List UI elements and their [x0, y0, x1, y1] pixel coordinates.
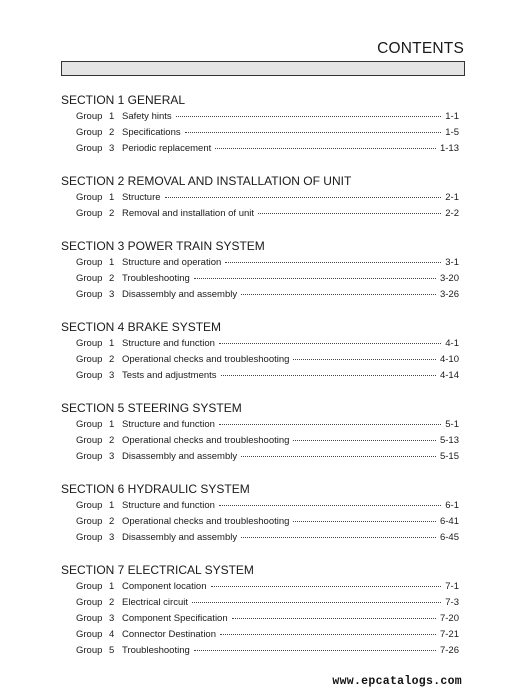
toc-entry[interactable]	[61, 206, 459, 222]
toc-section	[61, 320, 459, 384]
toc-entry[interactable]	[61, 449, 459, 465]
page-number: 2-1	[445, 192, 459, 203]
toc-entry[interactable]	[61, 190, 459, 206]
toc-entry[interactable]	[61, 579, 459, 595]
dot-leader	[219, 343, 441, 344]
toc-entry[interactable]	[61, 514, 459, 530]
group-title: Removal and installation of unit	[122, 208, 255, 219]
group-number: 4	[109, 629, 115, 640]
section-heading[interactable]: SECTION 1 GENERAL	[61, 93, 186, 107]
group-word: Group	[76, 500, 103, 511]
toc-entry[interactable]	[61, 271, 459, 287]
toc-entry[interactable]	[61, 336, 459, 352]
group-title: Specifications	[122, 127, 181, 138]
group-word: Group	[76, 289, 103, 300]
toc-entry[interactable]	[61, 643, 459, 659]
toc-section	[61, 174, 459, 222]
toc-entry[interactable]	[61, 498, 459, 514]
group-number: 2	[109, 435, 115, 446]
group-word: Group	[76, 257, 103, 268]
group-number: 3	[109, 451, 115, 462]
group-word: Group	[76, 645, 103, 656]
page-number: 1-13	[439, 143, 459, 154]
group-number: 2	[109, 208, 115, 219]
section-heading[interactable]: SECTION 3 POWER TRAIN SYSTEM	[61, 239, 265, 253]
dot-leader	[225, 262, 441, 263]
group-title: Safety hints	[122, 111, 172, 122]
group-title: Structure and function	[122, 500, 215, 511]
group-number: 1	[109, 419, 115, 430]
group-number: 2	[109, 127, 115, 138]
group-word: Group	[76, 273, 103, 284]
dot-leader	[215, 148, 436, 149]
dot-leader	[211, 586, 442, 587]
group-title: Troubleshooting	[122, 645, 190, 656]
group-title: Structure and operation	[122, 257, 222, 268]
group-word: Group	[76, 354, 103, 365]
dot-leader	[165, 197, 442, 198]
dot-leader	[258, 213, 441, 214]
group-title: Disassembly and assembly	[122, 289, 238, 300]
group-number: 3	[109, 370, 115, 381]
page-number: 7-21	[439, 629, 459, 640]
page-number: 7-20	[439, 613, 459, 624]
toc-section	[61, 93, 459, 157]
group-word: Group	[76, 597, 103, 608]
page-number: 7-1	[445, 581, 459, 592]
page-number: 7-26	[439, 645, 459, 656]
page-number: 6-41	[439, 516, 459, 527]
group-word: Group	[76, 370, 103, 381]
section-heading[interactable]: SECTION 4 BRAKE SYSTEM	[61, 320, 222, 334]
page-number: 1-1	[445, 111, 459, 122]
page-number: 2-2	[445, 208, 459, 219]
page-number: 5-1	[445, 419, 459, 430]
toc-entry[interactable]	[61, 287, 459, 303]
toc-entry[interactable]	[61, 141, 459, 157]
title-underline-bar	[61, 61, 465, 76]
toc-entry[interactable]	[61, 433, 459, 449]
group-title: Disassembly and assembly	[122, 451, 238, 462]
dot-leader	[176, 116, 442, 117]
toc-entry[interactable]	[61, 109, 459, 125]
page-number: 3-20	[439, 273, 459, 284]
group-number: 1	[109, 338, 115, 349]
group-number: 3	[109, 289, 115, 300]
group-word: Group	[76, 435, 103, 446]
section-heading[interactable]: SECTION 6 HYDRAULIC SYSTEM	[61, 482, 250, 496]
table-of-contents	[61, 93, 459, 676]
dot-leader	[293, 521, 436, 522]
group-number: 1	[109, 257, 115, 268]
page-number: 4-14	[439, 370, 459, 381]
page-number: 3-26	[439, 289, 459, 300]
dot-leader	[192, 602, 441, 603]
group-number: 2	[109, 273, 115, 284]
group-number: 1	[109, 111, 115, 122]
page-number: 4-10	[439, 354, 459, 365]
group-number: 3	[109, 143, 115, 154]
group-title: Disassembly and assembly	[122, 532, 238, 543]
page-number: 3-1	[445, 257, 459, 268]
section-heading[interactable]: SECTION 7 ELECTRICAL SYSTEM	[61, 563, 254, 577]
group-title: Structure and function	[122, 338, 215, 349]
group-word: Group	[76, 419, 103, 430]
group-number: 2	[109, 354, 115, 365]
page-number: 4-1	[445, 338, 459, 349]
group-number: 3	[109, 532, 115, 543]
group-title: Troubleshooting	[122, 273, 190, 284]
dot-leader	[293, 440, 436, 441]
group-word: Group	[76, 338, 103, 349]
group-word: Group	[76, 532, 103, 543]
page-number: 1-5	[445, 127, 459, 138]
group-title: Operational checks and troubleshooting	[122, 516, 290, 527]
group-title: Operational checks and troubleshooting	[122, 354, 290, 365]
toc-entry[interactable]	[61, 368, 459, 384]
group-title: Component Specification	[122, 613, 228, 624]
group-title: Structure	[122, 192, 161, 203]
group-number: 3	[109, 613, 115, 624]
dot-leader	[221, 375, 436, 376]
group-word: Group	[76, 581, 103, 592]
group-number: 2	[109, 597, 115, 608]
toc-entry[interactable]	[61, 595, 459, 611]
section-heading[interactable]: SECTION 5 STEERING SYSTEM	[61, 401, 242, 415]
toc-entry[interactable]	[61, 125, 459, 141]
group-title: Structure and function	[122, 419, 215, 430]
group-title: Tests and adjustments	[122, 370, 217, 381]
group-word: Group	[76, 451, 103, 462]
toc-entry[interactable]	[61, 627, 459, 643]
group-word: Group	[76, 192, 103, 203]
dot-leader	[220, 634, 436, 635]
toc-entry[interactable]	[61, 530, 459, 546]
section-heading[interactable]: SECTION 2 REMOVAL AND INSTALLATION OF UNIT	[61, 174, 352, 188]
group-title: Connector Destination	[122, 629, 216, 640]
group-word: Group	[76, 127, 103, 138]
toc-section	[61, 482, 459, 546]
dot-leader	[293, 359, 436, 360]
group-title: Electrical circuit	[122, 597, 188, 608]
dot-leader	[194, 278, 436, 279]
page-number: 6-1	[445, 500, 459, 511]
dot-leader	[241, 537, 436, 538]
toc-entry[interactable]	[61, 352, 459, 368]
toc-entry[interactable]	[61, 417, 459, 433]
group-title: Periodic replacement	[122, 143, 212, 154]
group-number: 1	[109, 500, 115, 511]
toc-entry[interactable]	[61, 611, 459, 627]
dot-leader	[219, 424, 441, 425]
group-number: 1	[109, 581, 115, 592]
dot-leader	[185, 132, 442, 133]
dot-leader	[219, 505, 441, 506]
page-title: CONTENTS	[377, 40, 464, 57]
toc-entry[interactable]	[61, 255, 459, 271]
page-number: 6-45	[439, 532, 459, 543]
watermark-url: www.epcatalogs.com	[332, 675, 462, 688]
group-word: Group	[76, 143, 103, 154]
page-number: 7-3	[445, 597, 459, 608]
group-word: Group	[76, 208, 103, 219]
dot-leader	[241, 456, 436, 457]
toc-section	[61, 239, 459, 303]
toc-section	[61, 401, 459, 465]
page-number: 5-15	[439, 451, 459, 462]
group-number: 1	[109, 192, 115, 203]
group-number: 2	[109, 516, 115, 527]
group-word: Group	[76, 613, 103, 624]
dot-leader	[194, 650, 436, 651]
dot-leader	[241, 294, 436, 295]
group-number: 5	[109, 645, 115, 656]
group-title: Component location	[122, 581, 207, 592]
group-word: Group	[76, 629, 103, 640]
group-title: Operational checks and troubleshooting	[122, 435, 290, 446]
page-number: 5-13	[439, 435, 459, 446]
toc-section	[61, 563, 459, 659]
dot-leader	[232, 618, 436, 619]
group-word: Group	[76, 516, 103, 527]
group-word: Group	[76, 111, 103, 122]
